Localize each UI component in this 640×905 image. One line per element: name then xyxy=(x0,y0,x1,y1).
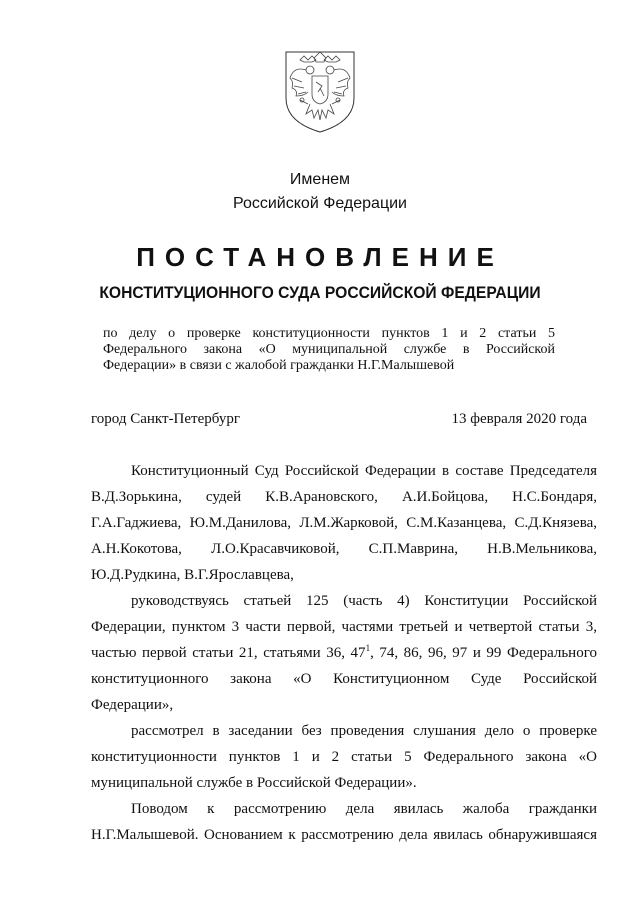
case-matter-line: Федерации» в связи с жалобой гражданки Н.Г.Малышевой xyxy=(103,358,455,373)
text-fragment: , 74, 86, 96, 97 и 99 Федерального xyxy=(370,645,597,661)
coat-of-arms-emblem-icon xyxy=(280,48,360,134)
case-matter-line: по делу о проверке конституционности пунктов 1 и 2 статьи 5 xyxy=(103,326,555,341)
paragraph-line: Поводом к рассмотрению дела явилась жалоба гражданки xyxy=(131,801,597,817)
document-body xyxy=(91,458,597,848)
place-date-line xyxy=(91,410,587,428)
document-title: ПОСТАНОВЛЕНИЕ xyxy=(136,242,504,272)
paragraph-line: Федерации», xyxy=(91,697,174,713)
paragraph-line: конституционного закона «О Конституционном Суде Российской xyxy=(91,671,597,687)
case-matter-line: Федерального закона «О муниципальной службе в Российской xyxy=(103,342,555,357)
superscript: 1 xyxy=(365,643,371,653)
city: город Санкт-Петербург xyxy=(91,411,240,427)
paragraph-line-with-superscript xyxy=(91,640,597,666)
decision-date: 13 февраля 2020 года xyxy=(451,411,587,427)
paragraph-line: конституционности пунктов 1 и 2 статьи 5 Федерального закона «О xyxy=(91,749,597,765)
in-name-line-2: Российской Федерации xyxy=(233,195,407,212)
paragraph-line: Конституционный Суд Российской Федерации в составе Председателя xyxy=(131,463,597,479)
case-matter xyxy=(103,326,555,374)
paragraph-line: рассмотрел в заседании без проведения слушания дело о проверке xyxy=(131,723,597,739)
paragraph-line: Н.Г.Малышевой. Основанием к рассмотрению дела явилась обнаружившаяся xyxy=(91,827,597,843)
paragraph-line: А.Н.Кокотова, Л.О.Красавчиковой, С.П.Маврина, Н.В.Мельникова, xyxy=(91,541,597,557)
document-subtitle: КОНСТИТУЦИОННОГО СУДА РОССИЙСКОЙ ФЕДЕРАЦИИ xyxy=(99,283,541,302)
in-name-line-1: Именем xyxy=(289,171,351,188)
text-fragment: частью первой статьи 21, статьями 36, 47 xyxy=(91,645,366,661)
paragraph-line: Ю.Д.Рудкина, В.Г.Ярославцева, xyxy=(91,567,294,583)
paragraph-line: муниципальной службе в Российской Федерации». xyxy=(91,775,417,791)
paragraph-line: руководствуясь статьей 125 (часть 4) Конституции Российской xyxy=(131,593,597,609)
paragraph-line: В.Д.Зорькина, судей К.В.Арановского, А.И.Бойцова, Н.С.Бондаря, xyxy=(91,489,597,505)
paragraph-line: Г.А.Гаджиева, Ю.М.Данилова, Л.М.Жарковой, С.М.Казанцева, С.Д.Князева, xyxy=(91,515,597,531)
paragraph-line: Федерации, пунктом 3 части первой, частями третьей и четвертой статьи 3, xyxy=(91,619,597,635)
